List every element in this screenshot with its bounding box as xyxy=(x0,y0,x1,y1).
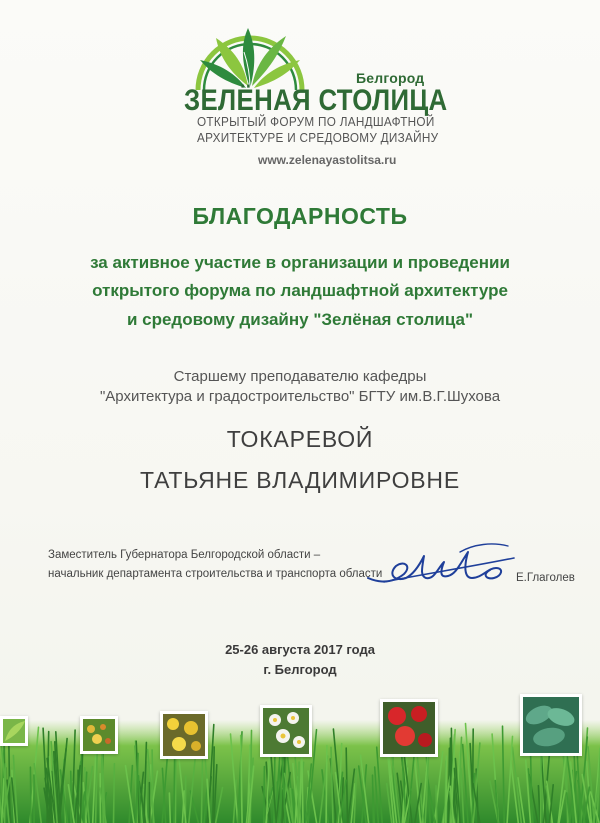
signatory-name: Е.Глаголев xyxy=(516,572,575,584)
leaf-photo xyxy=(0,716,28,746)
reason-line1: за активное участие в организации и проведении xyxy=(90,253,510,272)
flowers-photo xyxy=(80,716,118,754)
logo-website: www.zelenayastolitsa.ru xyxy=(258,153,397,167)
logo-brand-name: ЗЕЛЁНАЯ СТОЛИЦА xyxy=(184,84,448,117)
reason-line2: открытого форума по ландшафтной архитектуре xyxy=(92,281,508,300)
event-place: г. Белгород xyxy=(263,662,337,677)
yellow-blossom-photo xyxy=(160,711,208,759)
signatory-position-line1: Заместитель Губернатора Белгородской области – xyxy=(48,549,321,561)
logo-subtitle-line1: ОТКРЫТЫЙ ФОРУМ ПО ЛАНДШАФТНОЙ xyxy=(196,115,435,129)
handwritten-signature xyxy=(364,538,524,594)
hosta-leaves-photo xyxy=(520,694,582,756)
recipient-role-line2: "Архитектура и градостроительство" БГТУ им.В.Г.Шухова xyxy=(99,388,501,405)
recipient-surname: ТОКАРЕВОЙ xyxy=(226,426,374,452)
forum-logo xyxy=(0,0,600,190)
signatory-position-line2: начальник департамента строительства и транспорта области xyxy=(48,568,383,580)
certificate-title: БЛАГОДАРНОСТЬ xyxy=(192,203,408,229)
daisies-photo xyxy=(260,705,312,757)
event-dates: 25-26 августа 2017 года xyxy=(225,642,375,657)
logo-subtitle-line2: АРХИТЕКТУРЕ И СРЕДОВОМУ ДИЗАЙНУ xyxy=(196,131,439,145)
red-roses-photo xyxy=(380,699,438,757)
recipient-name-patronymic: ТАТЬЯНЕ ВЛАДИМИРОВНЕ xyxy=(140,467,460,493)
recipient-role-line1: Старшему преподавателю кафедры xyxy=(173,368,427,385)
reason-line3: и средовому дизайну "Зелёная столица" xyxy=(126,310,474,329)
logo-city: Белгород xyxy=(356,70,425,86)
